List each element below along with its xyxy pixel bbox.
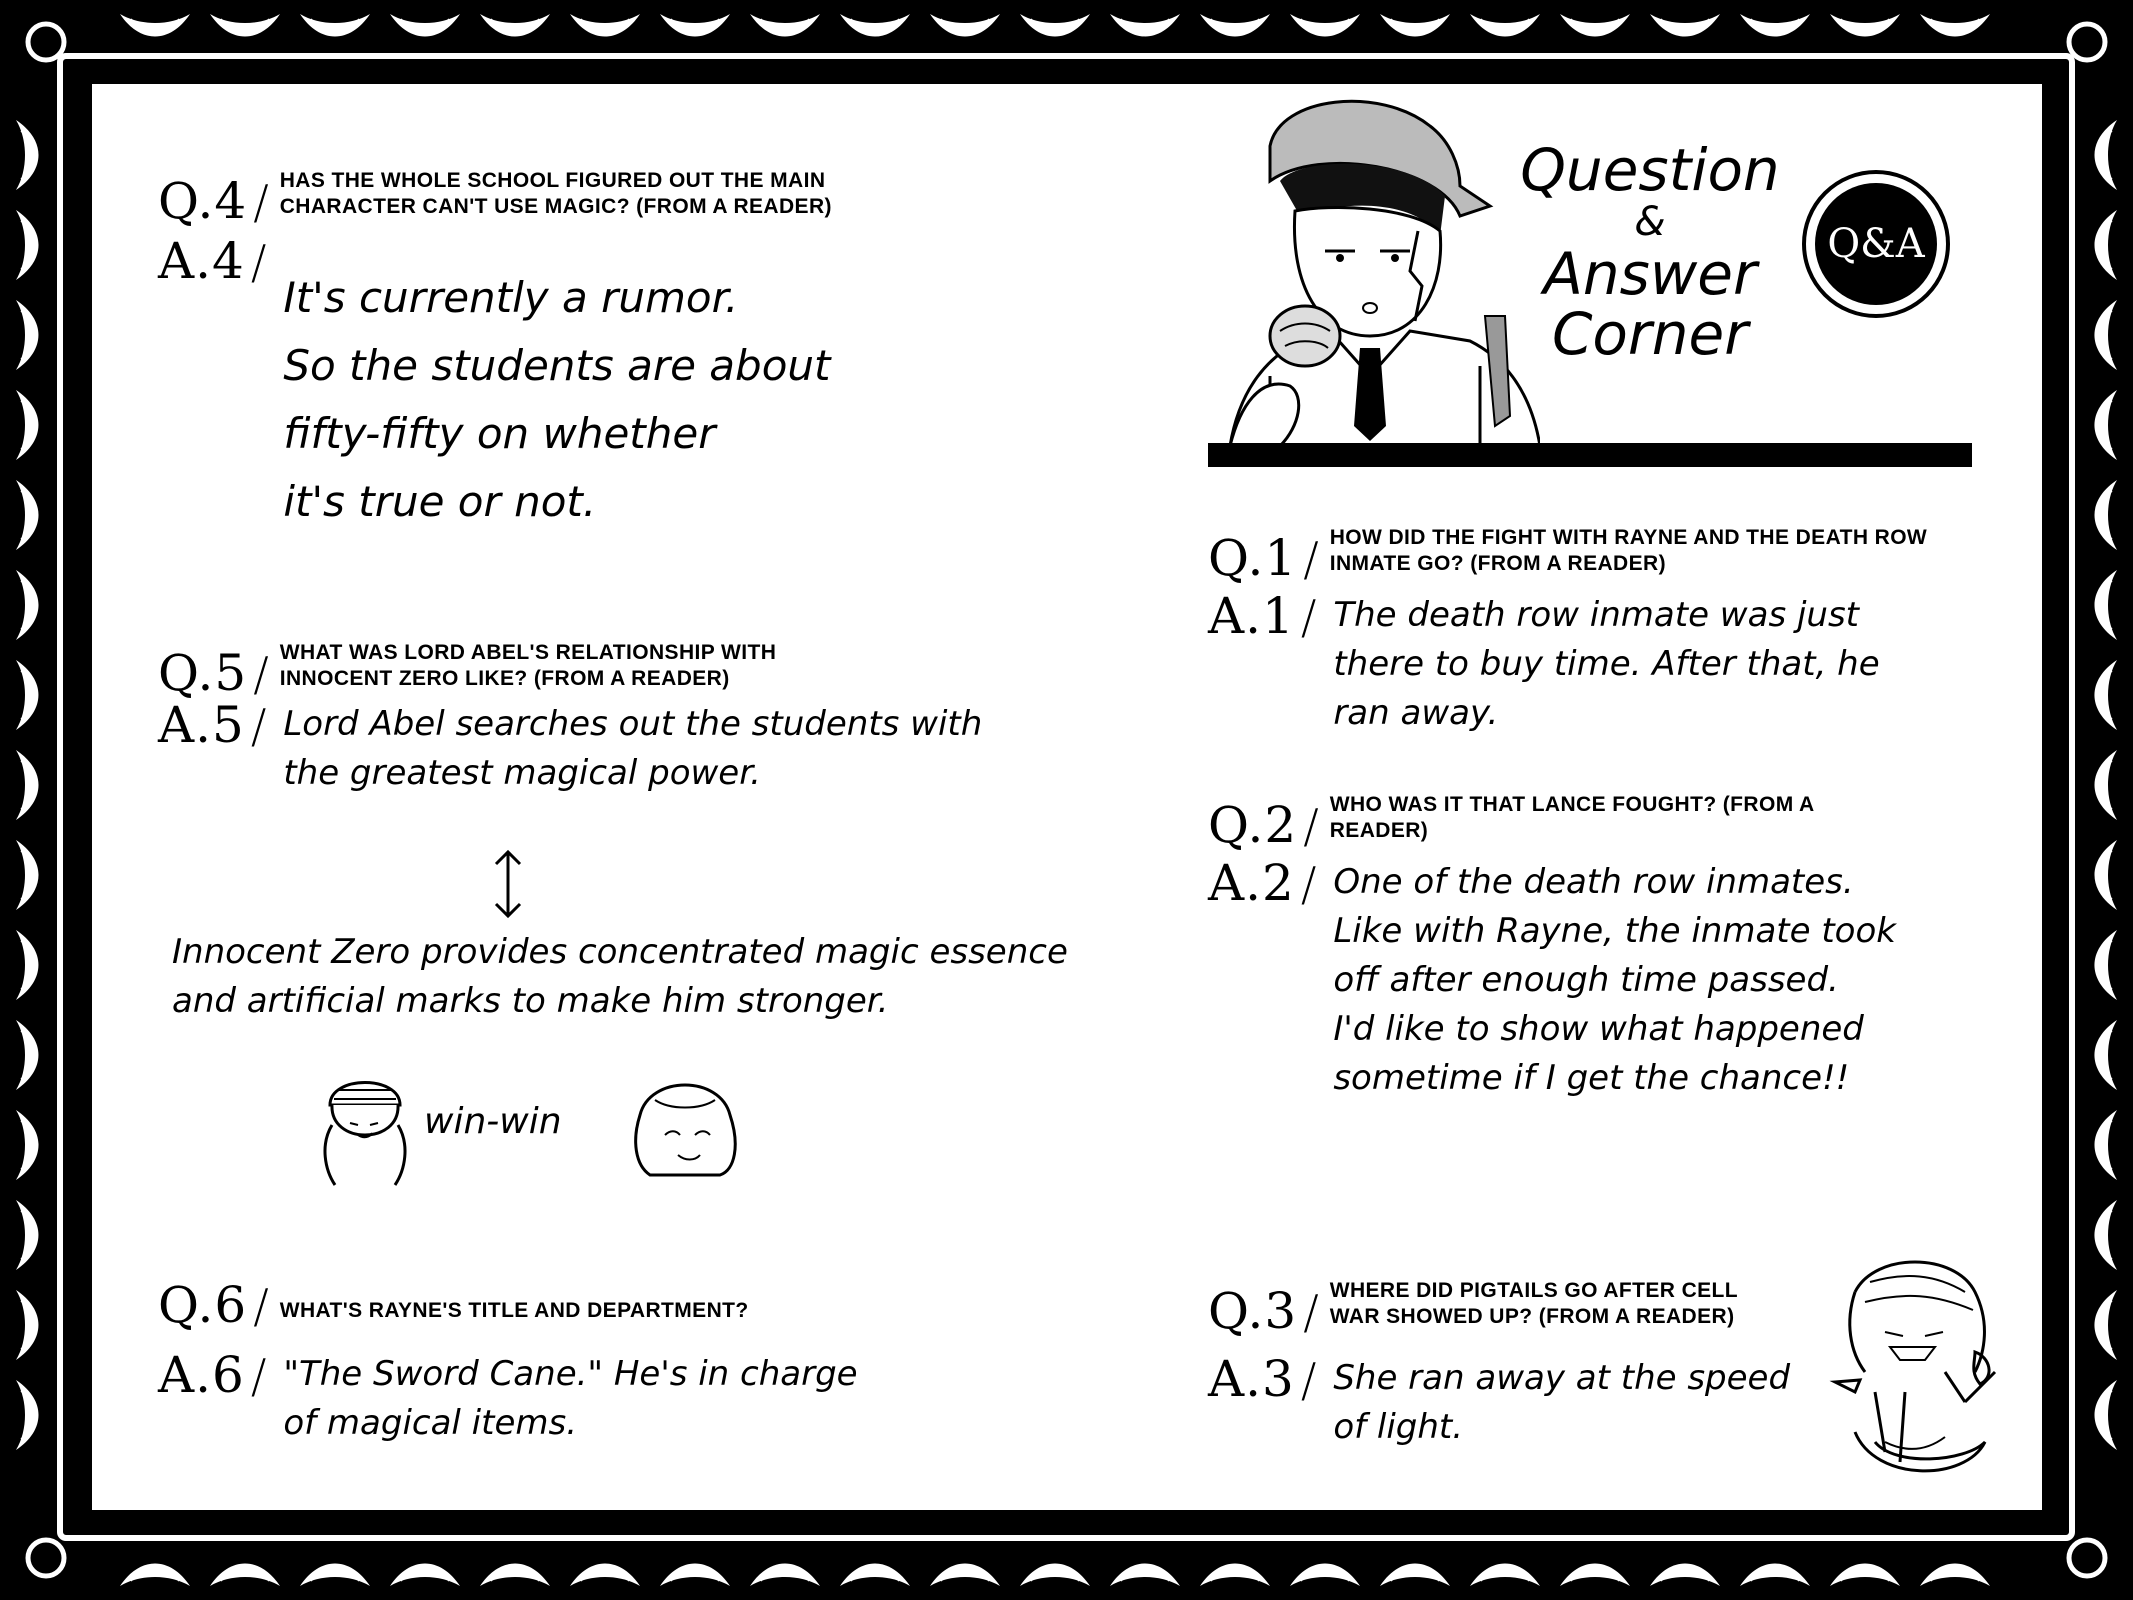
qa-item-4 — [158, 168, 978, 536]
question-text: WHAT WAS LORD ABEL'S RELATIONSHIP WITH INNOCENT ZERO LIKE? (FROM A READER) — [279, 641, 777, 690]
title-line-question: Question — [1520, 136, 1780, 204]
question-number: Q.4 / — [158, 172, 270, 230]
answer-number: A.3 / — [1208, 1350, 1318, 1408]
title-block — [1500, 136, 1800, 368]
double-arrow-icon — [488, 848, 528, 920]
qa-item-3 — [1208, 1278, 1828, 1452]
title-ampersand: & — [1634, 199, 1666, 245]
answer-text: She ran away at the speed of light. — [1333, 1358, 1791, 1447]
qa-badge — [1802, 170, 1950, 318]
question-number: Q.1 / — [1208, 529, 1320, 587]
qa-item-6 — [158, 1276, 1018, 1448]
question-text: WHERE DID PIGTAILS GO AFTER CELL WAR SHOWED UP? (FROM A READER) — [1329, 1279, 1738, 1328]
question-text: WHAT'S RAYNE'S TITLE AND DEPARTMENT? — [279, 1299, 749, 1322]
answer-number: A.5 / — [158, 696, 268, 754]
win-win-doodle — [320, 1075, 760, 1205]
answer-number: A.4 / — [158, 232, 268, 290]
answer-text: One of the death row inmates. Like with Rayne, the inmate took off after enough time passed. I'd like to show what happened sometime if I get the chance!! — [1333, 862, 1896, 1098]
answer-text: It's currently a rumor. So the students are about fifty-fifty on whether it's true or not. — [283, 273, 831, 526]
answer-text: "The Sword Cane." He's in charge of magical items. — [283, 1354, 858, 1443]
question-text: HAS THE WHOLE SCHOOL FIGURED OUT THE MAIN CHARACTER CAN'T USE MAGIC? (FROM A READER) — [279, 169, 832, 218]
character-illustration — [1210, 86, 1540, 446]
question-number: Q.5 / — [158, 644, 270, 702]
title-line-corner: Corner — [1551, 300, 1749, 368]
pigtails-sketch — [1815, 1252, 2005, 1482]
answer-5-extra: Innocent Zero provides concentrated magic essence and artificial marks to make him stronger. — [172, 932, 1068, 1021]
answer-number: A.2 / — [1208, 854, 1318, 912]
qa-item-5 — [158, 640, 1018, 798]
qa-badge-label: Q&A — [1815, 183, 1937, 305]
question-number: Q.6 / — [158, 1276, 270, 1334]
question-number: Q.2 / — [1208, 796, 1320, 854]
question-number: Q.3 / — [1208, 1282, 1320, 1340]
qa-item-1 — [1208, 525, 1998, 738]
answer-text: Lord Abel searches out the students with the greatest magical power. — [283, 704, 983, 793]
answer-number: A.6 / — [158, 1346, 268, 1404]
header-divider-bar — [1208, 443, 1972, 467]
title-line-answer: Answer — [1543, 240, 1757, 308]
answer-text: The death row inmate was just there to buy time. After that, he ran away. — [1333, 595, 1880, 733]
answer-number: A.1 / — [1208, 587, 1318, 645]
win-win-label: win-win — [424, 1101, 562, 1142]
qa-item-2 — [1208, 792, 1998, 1103]
question-text: WHO WAS IT THAT LANCE FOUGHT? (FROM A READER) — [1329, 793, 1814, 842]
question-text: HOW DID THE FIGHT WITH RAYNE AND THE DEATH ROW INMATE GO? (FROM A READER) — [1329, 526, 1928, 575]
